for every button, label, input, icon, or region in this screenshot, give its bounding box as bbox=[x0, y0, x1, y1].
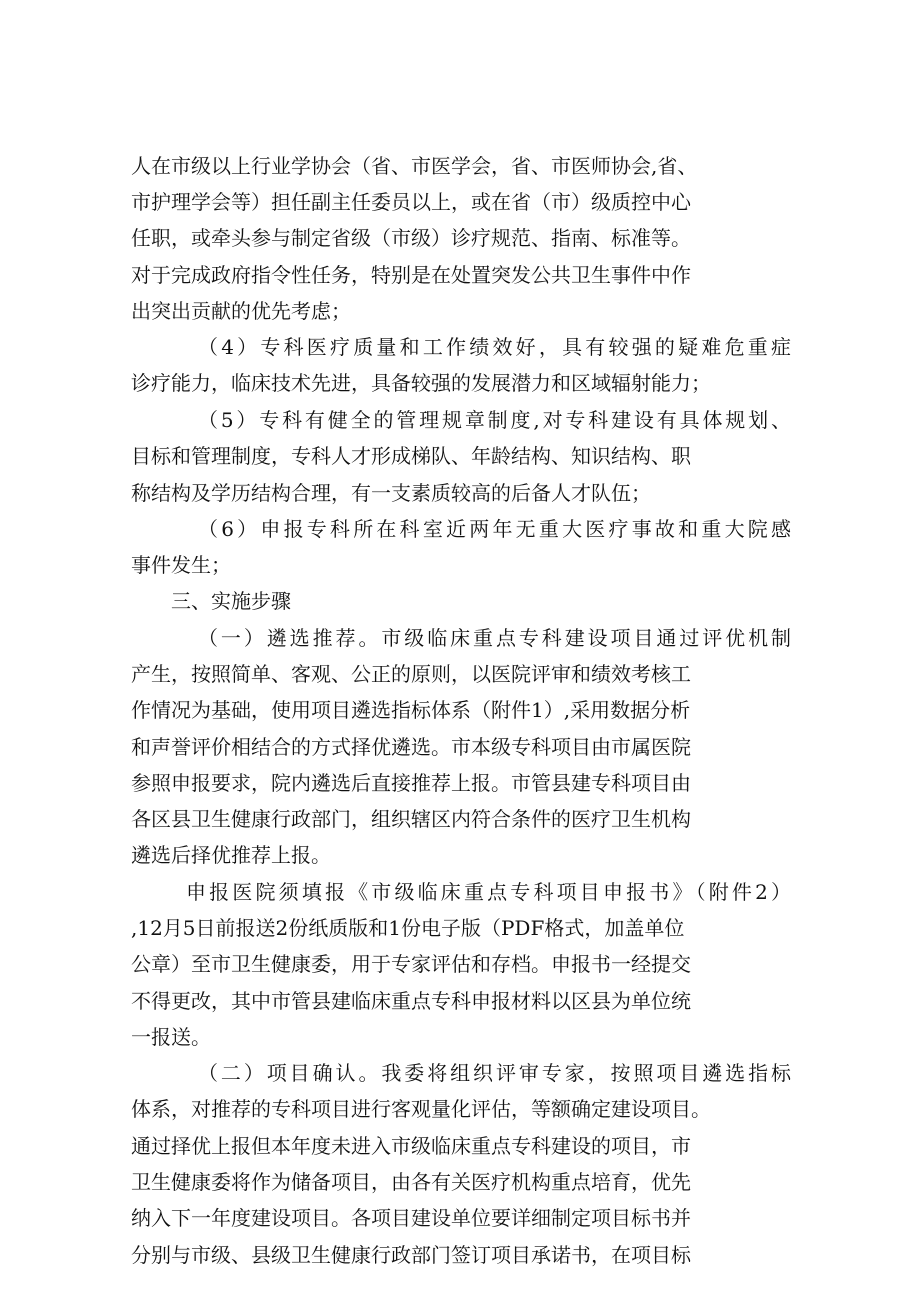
text-line-indented: 申报医院须填报《市级临床重点专科项目申报书》（附件2） bbox=[186, 880, 791, 904]
text-line: 对于完成政府指令性任务，特别是在处置突发公共卫生事件中作 bbox=[131, 263, 691, 287]
text-line: 目标和管理制度，专科人才形成梯队、年龄结构、知识结构、职 bbox=[131, 444, 691, 468]
text-line: 一报送。 bbox=[131, 1025, 211, 1049]
text-line: 出突出贡献的优先考虑； bbox=[131, 299, 351, 323]
text-line: 各区县卫生健康行政部门，组织辖区内符合条件的医疗卫生机构 bbox=[131, 807, 691, 831]
text-line: 不得更改，其中市管县建临床重点专科申报材料以区县为单位统 bbox=[131, 989, 691, 1013]
text-line: 产生，按照简单、客观、公正的原则，以医院评审和绩效考核工 bbox=[131, 662, 691, 686]
text-line: 纳入下一年度建设项目。各项目建设单位要详细制定项目标书并 bbox=[131, 1206, 691, 1230]
text-line-indented: （6）申报专科所在科室近两年无重大医疗事故和重大院感 bbox=[198, 517, 791, 541]
text-line: 人在市级以上行业学协会（省、市医学会，省、市医师协会,省、 bbox=[131, 154, 698, 178]
text-line: 体系，对推荐的专科项目进行客观量化评估，等额确定建设项目。 bbox=[131, 1097, 711, 1121]
text-line-indented: （5）专科有健全的管理规章制度,对专科建设有具体规划、 bbox=[198, 408, 791, 432]
text-line: 卫生健康委将作为储备项目，由各有关医疗机构重点培育，优先 bbox=[131, 1170, 691, 1194]
text-line: 任职，或牵头参与制定省级（市级）诊疗规范、指南、标准等。 bbox=[131, 226, 691, 250]
text-line-indented: （4）专科医疗质量和工作绩效好，具有较强的疑难危重症 bbox=[198, 335, 791, 359]
text-line: 分别与市级、县级卫生健康行政部门签订项目承诺书，在项目标 bbox=[131, 1243, 691, 1267]
text-line: 诊疗能力，临床技术先进，具备较强的发展潜力和区域辐射能力； bbox=[131, 371, 711, 395]
text-line-indented: （一）遴选推荐。市级临床重点专科建设项目通过评优机制 bbox=[198, 626, 791, 650]
text-line: 公章）至市卫生健康委，用于专家评估和存档。申报书一经提交 bbox=[131, 952, 691, 976]
text-line: 遴选后择优推荐上报。 bbox=[131, 843, 331, 867]
text-line: 市护理学会等）担任副主任委员以上，或在省（市）级质控中心 bbox=[131, 190, 691, 214]
text-line: 参照申报要求，院内遴选后直接推荐上报。市管县建专科项目由 bbox=[131, 771, 691, 795]
text-line: 作情况为基础，使用项目遴选指标体系（附件1）,采用数据分析 bbox=[131, 698, 691, 722]
text-line: 事件发生； bbox=[131, 553, 231, 577]
text-line: 称结构及学历结构合理，有一支素质较高的后备人才队伍； bbox=[131, 481, 651, 505]
text-line-indented: （二）项目确认。我委将组织评审专家，按照项目遴选指标 bbox=[198, 1061, 791, 1085]
text-line: 和声誉评价相结合的方式择优遴选。市本级专科项目由市属医院 bbox=[131, 735, 691, 759]
section-heading: 三、实施步骤 bbox=[171, 589, 291, 613]
text-line: 通过择优上报但本年度未进入市级临床重点专科建设的项目，市 bbox=[131, 1134, 691, 1158]
text-line: ,12月5日前报送2份纸质版和1份电子版（PDF格式，加盖单位 bbox=[131, 916, 685, 940]
